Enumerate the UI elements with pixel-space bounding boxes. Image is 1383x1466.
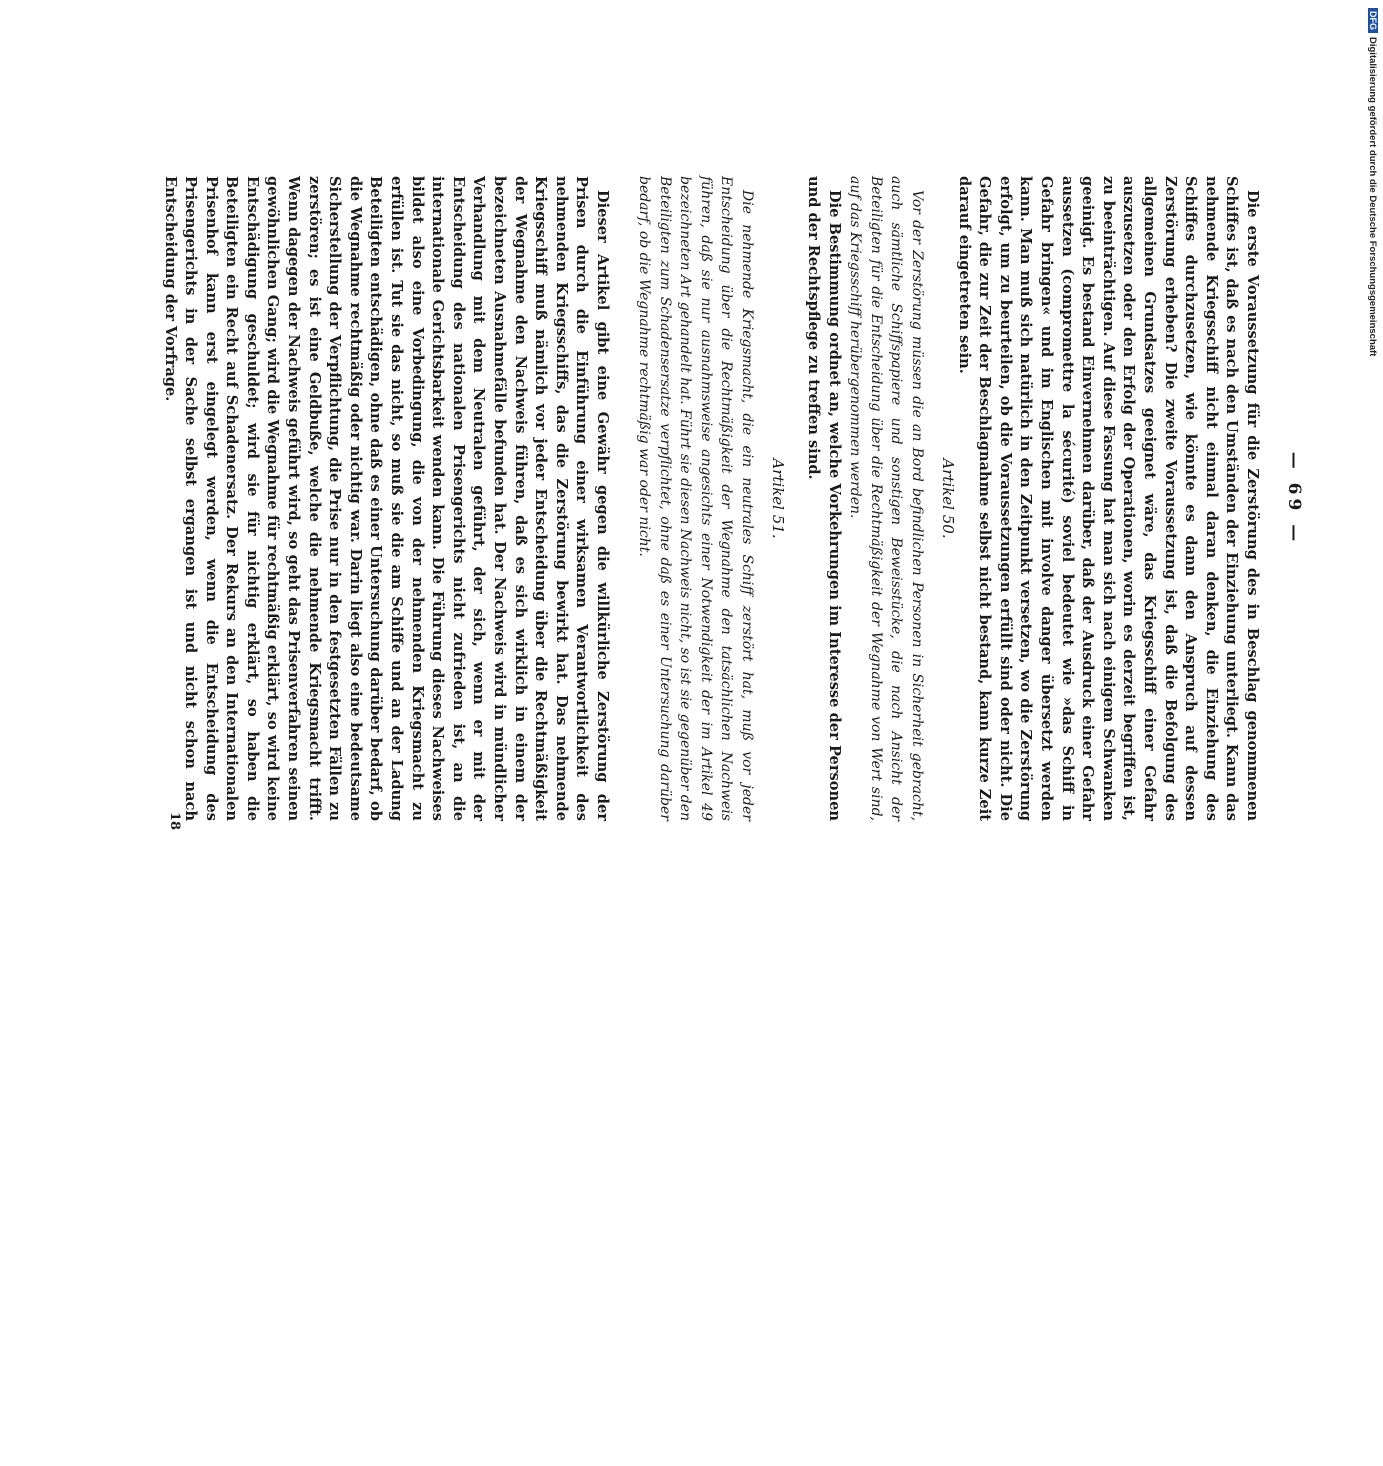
footer-number: 18	[167, 811, 182, 831]
article-51-comment: Dieser Artikel gibt eine Gewähr gegen die willkürliche Zerstörung der Prisen durch die Einführung einer wirksamen Verantwortlichkeit des nehmenden Kriegsschiffs, das die Zerstörung bewirkt hat. Das nehmende Kriegsschiff muß nämlich vor jeder Entscheidung über die Rechtmäßigkeit der Wegnahme den Nachweis führen, daß es sich wirklich in einem der bezeichneten Ausnahmefälle befunden hat. Der Nachweis wird in mündlicher Verhandlung mit dem Neutralen geführt, der sich, wenn er mit der Entscheidung des nationalen Prisengerichts nicht zufrieden ist, an die internationale Gerichtsbarkeit wenden kann. Die Führung dieses Nachweises bildet also eine Vorbedingung, die von der nehmenden Kriegsmacht zu erfüllen ist. Tut sie das nicht, so muß sie die am Schiffe und an der Ladung Beteiligten entschädigen, ohne daß es einer Untersuchung darüber bedarf, ob die Wegnahme rechtmäßig oder nichtig war. Darin liegt also eine bedeutsame Sicherstellung der Verpflichtung, die Prise nur in den festgesetzten Fällen zu zerstören; es ist eine Geldbuße, welche die nehmende Kriegsmacht trifft. Wenn dagegen der Nachweis geführt wird, so geht das Prisenverfahren seinen gewöhnlichen Gang; wird die Wegnahme für rechtmäßig erklärt, so wird keine Entschädigung geschuldet; wird sie für nichtig erklärt, so haben die Beteiligten ein Recht auf Schadenersatz. Der Rekurs an den Internationalen Prisenhof kann erst eingelegt werden, wenn die Entscheidung des Prisengerichts in der Sache selbst ergangen ist und nicht schon nach Entscheidung der Vorfrage.	[161, 176, 611, 821]
credit-text: Digitalisierung gefördert durch die Deutsche Forschungsgemeinschaft	[1367, 37, 1378, 357]
article-51-text: Die nehmende Kriegsmacht, die ein neutrales Schiff zerstört hat, muß vor jeder Entscheidung über die Rechtmäßigkeit der Wegnahme den tatsächlichen Nachweis führen, daß sie nur ausnahmsweise angesichts einer Notwendigkeit der im Artikel 49 bezeichneten Art gehandelt hat. Führt sie diesen Nachweis nicht, so ist sie gegenüber den Beteiligten zum Schadensersatze verpflichtet, ohne daß es einer Untersuchung darüber bedarf, ob die Wegnahme rechtmäßig war oder nicht.	[636, 176, 755, 821]
article-50-comment: Die Bestimmung ordnet an, welche Vorkehrungen im Interesse der Personen und der Rechtspflege zu treffen sind.	[805, 176, 843, 821]
document-page	[152, 176, 1304, 831]
article-50-heading: Artikel 50.	[939, 458, 957, 539]
intro-paragraph: Die erste Voraussetzung für die Zerstörung des in Beschlag genommenen Schiffes ist, daß es nach den Umständen der Einziehung unterliegt. Kann das nehmende Kriegsschiff nicht einmal daran denken, die Einziehung des Schiffes durchzusetzen, wie könnte es dann den Anspruch auf dessen Zerstörung erheben? Die zweite Voraussetzung ist, daß die Befolgung des allgemeinen Grundsatzes geeignet wäre, das Kriegsschiff einer Gefahr auszusetzen oder den Erfolg der Operationen, worin es derzeit begriffen ist, zu beeinträchtigen. Auf diese Fassung hat man sich nach einigem Schwanken geeinigt. Es bestand Einvernehmen darüber, daß der Ausdruck einer Gefahr aussetzen (compromettre la sécurité) soviel bedeutet wie »das Schiff in Gefahr bringen« und im Englischen mit involve danger übersetzt werden kann. Man muß sich natürlich in den Zeitpunkt versetzen, wo die Zerstörung erfolgt, um zu beurteilen, ob die Voraussetzungen erfüllt sind oder nicht. Die Gefahr, die zur Zeit der Beschlagnahme selbst nicht bestand, kann kurze Zeit darauf eingetreten sein.	[955, 176, 1261, 821]
page-number-top: — 69 —	[1284, 451, 1304, 546]
dfg-logo: DFG	[1368, 8, 1378, 33]
digitization-credit	[1367, 8, 1378, 356]
article-51-heading: Artikel 51.	[769, 458, 787, 539]
article-50-text: Vor der Zerstörung müssen die an Bord befindlichen Personen in Sicherheit gebracht, auch sämtliche Schiffspapiere und sonstigen Beweisstücke, die nach Ansicht der Beteiligten für die Entscheidung über die Rechtmäßigkeit der Wegnahme von Wert sind, auf das Kriegsschiff herübergenommen werden.	[847, 176, 925, 821]
